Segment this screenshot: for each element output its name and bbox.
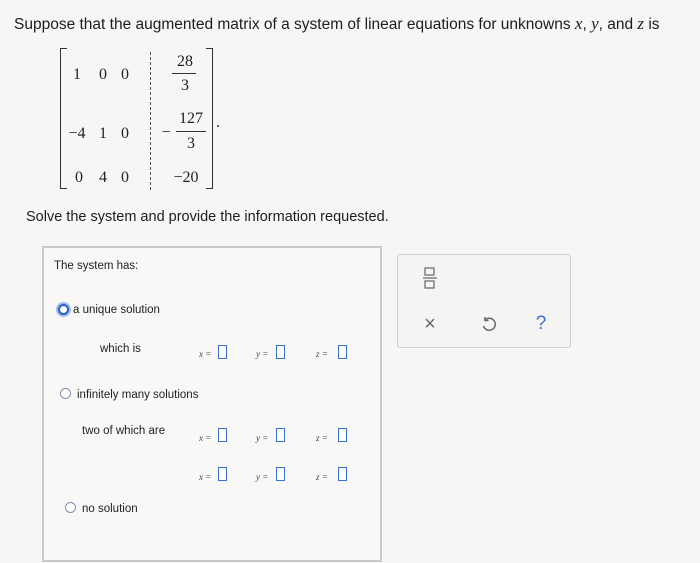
cell-r2-c1: −4 [68,125,86,142]
inf1-x-input[interactable] [218,428,227,442]
unique-x-input[interactable] [218,345,227,359]
which-is-label: which is [100,343,141,355]
cell-r3-c1: 0 [75,169,83,186]
cell-r3-c2: 4 [99,169,107,186]
cell-r2-minus: − [161,124,171,141]
cell-r1-c1: 1 [73,66,81,83]
cell-r1-fraction-bar [172,73,196,74]
inf1-z-input[interactable] [338,428,347,442]
var-y: y [591,14,599,33]
question-suffix: is [644,16,660,33]
matrix-period: . [216,114,220,131]
inf1-y-label: y = [256,433,269,443]
cell-r1-den: 3 [181,77,189,94]
question-sep-1: , [582,16,592,33]
inf2-z-label: z = [316,472,328,482]
inf1-x-label: x = [199,433,212,443]
inf1-z-label: z = [316,433,328,443]
answer-panel [42,246,382,562]
inf1-y-input[interactable] [276,428,285,442]
augment-divider [150,52,151,190]
cell-r1-c3: 0 [121,66,129,83]
left-bracket [60,48,67,189]
unique-solution-label: a unique solution [73,304,160,316]
unique-z-label: z = [316,349,328,359]
unique-solution-radio[interactable] [58,304,69,315]
unique-y-input[interactable] [276,345,285,359]
unique-z-input[interactable] [338,345,347,359]
var-z: z [637,14,645,33]
two-of-which-label: two of which are [82,425,166,437]
inf2-x-input[interactable] [218,467,227,481]
help-icon[interactable]: ? [535,313,547,334]
cell-r2-num: 127 [179,110,203,127]
no-solution-label: no solution [82,503,138,515]
cell-r1-num: 28 [177,53,193,70]
inf2-y-label: y = [256,472,269,482]
var-x: x [574,14,583,33]
instruction-text: Solve the system and provide the information requested. [26,209,389,225]
cell-r2-c2: 1 [99,125,107,142]
cell-r1-c2: 0 [99,66,107,83]
inf2-y-input[interactable] [276,467,285,481]
infinite-solutions-label: infinitely many solutions [77,389,199,401]
inf2-z-input[interactable] [338,467,347,481]
cell-r2-fraction-bar [176,131,206,132]
question-sep-2: , and [598,16,638,33]
panel-title: The system has: [54,260,139,272]
question-prefix: Suppose that the augmented matrix of a system of linear equations for unknowns [14,16,575,33]
cell-r2-den: 3 [187,135,195,152]
math-tool-panel [397,254,571,348]
augmented-matrix [0,0,700,200]
fraction-icon[interactable] [422,267,438,289]
undo-icon[interactable] [480,316,498,334]
cell-r3-c3: 0 [121,169,129,186]
infinite-solutions-radio[interactable] [60,388,71,399]
cell-r2-c3: 0 [121,125,129,142]
clear-icon[interactable]: × [424,313,436,335]
no-solution-radio[interactable] [65,502,76,513]
unique-y-label: y = [256,349,269,359]
inf2-x-label: x = [199,472,212,482]
cell-r3-val: −20 [173,169,199,186]
unique-x-label: x = [199,349,212,359]
